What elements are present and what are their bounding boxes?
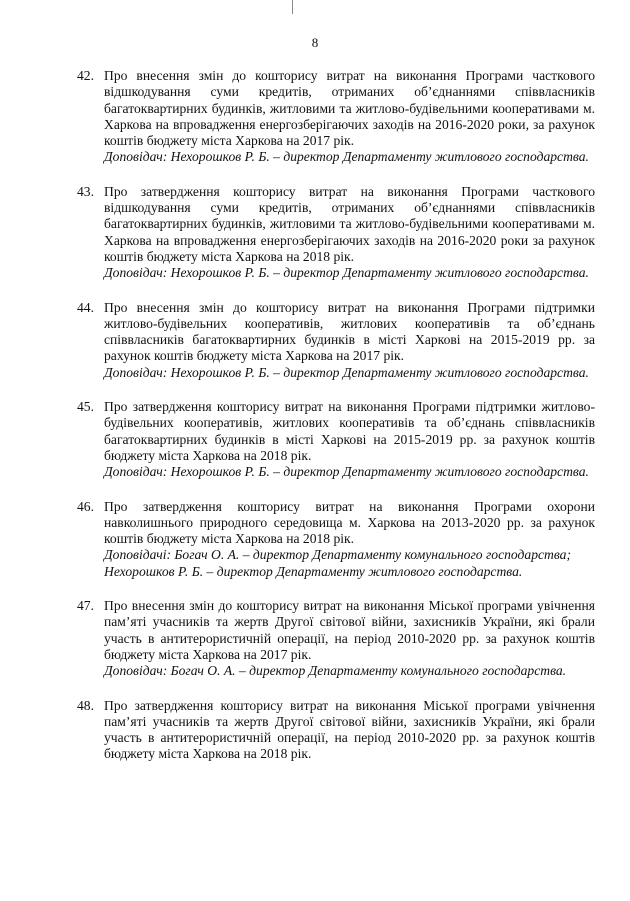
item-number: 47. (77, 598, 94, 614)
item-speaker: Доповідач: Нехорошков Р. Б. – директор Департаменту житлового господарства. (104, 265, 589, 281)
item-text: Про внесення змін до кошторису витрат на виконання Міської програми увічнення пам’яті учасників та жертв Другої світової війни, захисників України, які брали участь в антитерористичній операції, на період 2010-2020 рр. за рахунок коштів бюджету міста Харкова на 2017 рік. (104, 598, 595, 662)
item-text: Про затвердження кошторису витрат на виконання Міської програми увічнення пам’яті учасників та жертв Другої світової війни, захисників України, які брали участь в антитерористичній операції, на період 2010-2020 рр. за рахунок коштів бюджету міста Харкова на 2018 рік. (104, 697, 595, 762)
item-text: Про внесення змін до кошторису витрат на виконання Програми часткового відшкодування суми кредитів, отриманих об’єднаннями співвласників багатоквартирних будинків, житловими та житлово-будівельними кооперативами м. Харкова на впровадження енергозберігаючих заходів на 2016-2020 роки, за рахунок коштів бюджету міста Харкова на 2017 рік. (104, 68, 595, 149)
scan-edge-line (292, 0, 293, 14)
item-speaker: Доповідач: Нехорошков Р. Б. – директор Департаменту житлового господарства. (104, 464, 589, 480)
item-number: 44. (77, 299, 94, 315)
item-number: 43. (77, 183, 94, 199)
item-speaker: Доповідач: Нехорошков Р. Б. – директор Департаменту житлового господарства. (104, 364, 589, 380)
item-text: Про затвердження кошторису витрат на виконання Програми підтримки житлово-будівельних кооперативів, житлових кооперативів та об’єднань співвласників багатоквартирних будинків в місті Харкові на 2015-2019 рр. за рахунок коштів бюджету міста Харкова на 2018 рік. (104, 399, 595, 463)
item-number: 42. (77, 68, 94, 83)
item-text: Про внесення змін до кошторису витрат на виконання Програми підтримки житлово-будівельних кооперативів, житлових кооперативів та об’єднань співвласників багатоквартирних будинків в місті Харкові на 2015-2019 рр. за рахунок коштів бюджету міста Харкова на 2017 рік. (104, 299, 595, 364)
item-number: 45. (77, 399, 94, 415)
agenda-item-47 (75, 598, 595, 679)
page-number: 8 (311, 35, 319, 50)
agenda-item-42 (75, 68, 595, 166)
agenda-item-43 (75, 184, 595, 282)
item-speaker: Доповідач: Богач О. А. – директор Департаменту комунального господарства. (104, 663, 567, 679)
item-speaker: Доповідач: Нехорошков Р. Б. – директор Департаменту житлового господарства. (104, 149, 589, 165)
item-speaker-second: Нехорошков Р. Б. – директор Департаменту житлового господарства. (104, 563, 523, 579)
item-number: 46. (77, 498, 94, 514)
agenda-item-46 (75, 499, 595, 580)
item-text: Про затвердження кошторису витрат на виконання Програми охорони навколишнього природного середовища м. Харкова на 2013-2020 рр. за рахунок коштів бюджету міста Харкова на 2018 рік. (104, 498, 595, 547)
agenda-item-48 (75, 698, 595, 763)
agenda-item-45 (75, 399, 595, 480)
item-number: 48. (77, 697, 94, 713)
agenda-list (75, 68, 595, 781)
item-speaker: Доповідачі: Богач О. А. – директор Департаменту комунального господарства; (104, 547, 571, 563)
item-text: Про затвердження кошторису витрат на виконання Програми часткового відшкодування суми кредитів, отриманих об’єднаннями співвласників багатоквартирних будинків, житловими та житлово-будівельними кооперативами м. Харкова на впровадження енергозберігаючих заходів на 2016-2020 роки за рахунок коштів бюджету міста Харкова на 2018 рік. (104, 183, 595, 264)
agenda-item-44 (75, 300, 595, 381)
